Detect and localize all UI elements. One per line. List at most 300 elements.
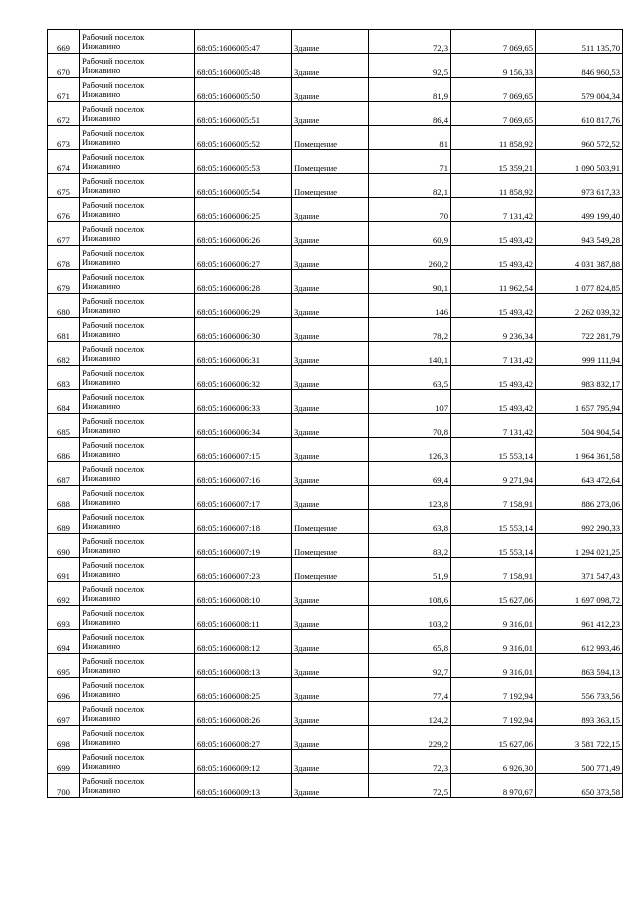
row-number-cell: 675 — [48, 174, 80, 198]
object-type-cell: Здание — [292, 702, 369, 726]
object-type-cell: Здание — [292, 414, 369, 438]
area-cell: 63,8 — [369, 510, 451, 534]
cadastral-value-cell: 1 077 824,85 — [536, 270, 623, 294]
cadastral-value-cell: 846 960,53 — [536, 54, 623, 78]
specific-value-cell: 15 493,42 — [451, 390, 536, 414]
area-cell: 90,1 — [369, 270, 451, 294]
cadastral-value-cell: 992 290,33 — [536, 510, 623, 534]
row-number-cell: 678 — [48, 246, 80, 270]
row-number-cell: 692 — [48, 582, 80, 606]
area-cell: 103,2 — [369, 606, 451, 630]
cadastral-number-cell: 68:05:1606008:27 — [195, 726, 292, 750]
table-row — [48, 174, 623, 198]
row-number-cell: 670 — [48, 54, 80, 78]
area-cell: 72,5 — [369, 774, 451, 798]
cadastral-number-cell: 68:05:1606005:53 — [195, 150, 292, 174]
locality-line-2: Инжавино — [82, 544, 121, 555]
cadastral-value-cell: 722 281,79 — [536, 318, 623, 342]
specific-value-cell: 11 858,92 — [451, 174, 536, 198]
table-body — [48, 30, 623, 798]
area-cell: 78,2 — [369, 318, 451, 342]
object-type-cell: Помещение — [292, 174, 369, 198]
table-row — [48, 510, 623, 534]
row-number-cell: 695 — [48, 654, 80, 678]
cadastral-number-cell: 68:05:1606006:26 — [195, 222, 292, 246]
table-row — [48, 558, 623, 582]
row-number-cell: 681 — [48, 318, 80, 342]
specific-value-cell: 9 271,94 — [451, 462, 536, 486]
locality-line-2: Инжавино — [82, 232, 121, 243]
row-number-cell: 676 — [48, 198, 80, 222]
object-type-cell: Здание — [292, 750, 369, 774]
object-type-cell: Помещение — [292, 150, 369, 174]
locality-cell — [80, 294, 195, 318]
locality-line-1: Рабочий поселок — [82, 583, 145, 594]
object-type-cell: Здание — [292, 342, 369, 366]
row-number-cell: 674 — [48, 150, 80, 174]
locality-line-2: Инжавино — [82, 376, 121, 387]
specific-value-cell: 15 493,42 — [451, 366, 536, 390]
locality-cell — [80, 678, 195, 702]
object-type-cell: Здание — [292, 678, 369, 702]
object-type-cell: Здание — [292, 462, 369, 486]
object-type-cell: Помещение — [292, 510, 369, 534]
specific-value-cell: 6 926,30 — [451, 750, 536, 774]
locality-line-2: Инжавино — [82, 184, 121, 195]
locality-cell — [80, 390, 195, 414]
cadastral-number-cell: 68:05:1606006:34 — [195, 414, 292, 438]
cadastral-number-cell: 68:05:1606005:48 — [195, 54, 292, 78]
locality-cell — [80, 246, 195, 270]
table-row — [48, 366, 623, 390]
cadastral-value-cell: 999 111,94 — [536, 342, 623, 366]
table-row — [48, 342, 623, 366]
cadastral-value-cell: 961 412,23 — [536, 606, 623, 630]
cadastral-number-cell: 68:05:1606006:32 — [195, 366, 292, 390]
locality-cell — [80, 558, 195, 582]
cadastral-value-cell: 1 964 361,58 — [536, 438, 623, 462]
table-row — [48, 630, 623, 654]
area-cell: 124,2 — [369, 702, 451, 726]
cadastral-number-cell: 68:05:1606006:29 — [195, 294, 292, 318]
locality-line-2: Инжавино — [82, 568, 121, 579]
object-type-cell: Здание — [292, 78, 369, 102]
locality-cell — [80, 78, 195, 102]
cadastral-number-cell: 68:05:1606009:12 — [195, 750, 292, 774]
locality-line-2: Инжавино — [82, 352, 121, 363]
locality-line-2: Инжавино — [82, 760, 121, 771]
specific-value-cell: 15 493,42 — [451, 246, 536, 270]
area-cell: 92,5 — [369, 54, 451, 78]
locality-line-1: Рабочий поселок — [82, 607, 145, 618]
table-row — [48, 534, 623, 558]
cadastral-number-cell: 68:05:1606006:30 — [195, 318, 292, 342]
locality-cell — [80, 174, 195, 198]
area-cell: 72,3 — [369, 750, 451, 774]
cadastral-value-cell: 556 733,56 — [536, 678, 623, 702]
row-number-cell: 696 — [48, 678, 80, 702]
object-type-cell: Помещение — [292, 558, 369, 582]
cadastral-value-cell: 886 273,06 — [536, 486, 623, 510]
area-cell: 108,6 — [369, 582, 451, 606]
area-cell: 63,5 — [369, 366, 451, 390]
locality-line-1: Рабочий поселок — [82, 151, 145, 162]
cadastral-value-cell: 371 547,43 — [536, 558, 623, 582]
cadastral-value-cell: 1 294 021,25 — [536, 534, 623, 558]
specific-value-cell: 9 316,01 — [451, 606, 536, 630]
row-number-cell: 693 — [48, 606, 80, 630]
locality-line-1: Рабочий поселок — [82, 463, 145, 474]
locality-line-1: Рабочий поселок — [82, 175, 145, 186]
specific-value-cell: 7 192,94 — [451, 678, 536, 702]
locality-line-2: Инжавино — [82, 160, 121, 171]
area-cell: 81 — [369, 126, 451, 150]
locality-line-1: Рабочий поселок — [82, 655, 145, 666]
cadastral-number-cell: 68:05:1606007:18 — [195, 510, 292, 534]
table-row — [48, 750, 623, 774]
locality-cell — [80, 414, 195, 438]
area-cell: 82,1 — [369, 174, 451, 198]
specific-value-cell: 7 131,42 — [451, 414, 536, 438]
locality-cell — [80, 222, 195, 246]
cadastral-value-cell: 579 004,34 — [536, 78, 623, 102]
locality-cell — [80, 366, 195, 390]
locality-line-1: Рабочий поселок — [82, 679, 145, 690]
locality-line-2: Инжавино — [82, 112, 121, 123]
locality-line-2: Инжавино — [82, 208, 121, 219]
cadastral-number-cell: 68:05:1606008:12 — [195, 630, 292, 654]
locality-cell — [80, 102, 195, 126]
object-type-cell: Здание — [292, 654, 369, 678]
specific-value-cell: 7 131,42 — [451, 198, 536, 222]
locality-cell — [80, 30, 195, 54]
object-type-cell: Здание — [292, 438, 369, 462]
row-number-cell: 686 — [48, 438, 80, 462]
cadastral-number-cell: 68:05:1606006:33 — [195, 390, 292, 414]
locality-line-1: Рабочий поселок — [82, 727, 145, 738]
cadastral-number-cell: 68:05:1606006:31 — [195, 342, 292, 366]
area-cell: 65,8 — [369, 630, 451, 654]
specific-value-cell: 15 493,42 — [451, 294, 536, 318]
cadastral-number-cell: 68:05:1606005:51 — [195, 102, 292, 126]
cadastral-number-cell: 68:05:1606005:47 — [195, 30, 292, 54]
area-cell: 51,9 — [369, 558, 451, 582]
locality-line-2: Инжавино — [82, 136, 121, 147]
cadastral-number-cell: 68:05:1606008:13 — [195, 654, 292, 678]
cadastral-value-cell: 983 832,17 — [536, 366, 623, 390]
locality-line-2: Инжавино — [82, 472, 121, 483]
row-number-cell: 689 — [48, 510, 80, 534]
specific-value-cell: 7 069,65 — [451, 102, 536, 126]
locality-line-1: Рабочий поселок — [82, 295, 145, 306]
table-row — [48, 126, 623, 150]
area-cell: 77,4 — [369, 678, 451, 702]
row-number-cell: 699 — [48, 750, 80, 774]
locality-line-2: Инжавино — [82, 400, 121, 411]
specific-value-cell: 9 316,01 — [451, 630, 536, 654]
locality-cell — [80, 150, 195, 174]
object-type-cell: Здание — [292, 54, 369, 78]
table-row — [48, 246, 623, 270]
locality-line-2: Инжавино — [82, 664, 121, 675]
cadastral-number-cell: 68:05:1606006:25 — [195, 198, 292, 222]
object-type-cell: Здание — [292, 246, 369, 270]
cadastral-value-cell: 893 363,15 — [536, 702, 623, 726]
cadastral-number-cell: 68:05:1606007:23 — [195, 558, 292, 582]
cadastral-number-cell: 68:05:1606008:11 — [195, 606, 292, 630]
locality-cell — [80, 510, 195, 534]
locality-line-2: Инжавино — [82, 520, 121, 531]
specific-value-cell: 15 493,42 — [451, 222, 536, 246]
row-number-cell: 688 — [48, 486, 80, 510]
table-row — [48, 318, 623, 342]
row-number-cell: 682 — [48, 342, 80, 366]
locality-line-1: Рабочий поселок — [82, 535, 145, 546]
cadastral-number-cell: 68:05:1606007:17 — [195, 486, 292, 510]
locality-line-2: Инжавино — [82, 256, 121, 267]
area-cell: 229,2 — [369, 726, 451, 750]
locality-cell — [80, 582, 195, 606]
locality-line-2: Инжавино — [82, 688, 121, 699]
locality-line-1: Рабочий поселок — [82, 415, 145, 426]
area-cell: 123,8 — [369, 486, 451, 510]
locality-cell — [80, 270, 195, 294]
locality-cell — [80, 774, 195, 798]
object-type-cell: Здание — [292, 630, 369, 654]
area-cell: 69,4 — [369, 462, 451, 486]
cadastral-number-cell: 68:05:1606005:52 — [195, 126, 292, 150]
cadastral-value-cell: 973 617,33 — [536, 174, 623, 198]
table-row — [48, 150, 623, 174]
locality-cell — [80, 126, 195, 150]
locality-line-1: Рабочий поселок — [82, 559, 145, 570]
cadastral-number-cell: 68:05:1606006:28 — [195, 270, 292, 294]
specific-value-cell: 7 158,91 — [451, 558, 536, 582]
row-number-cell: 700 — [48, 774, 80, 798]
table-row — [48, 54, 623, 78]
table-row — [48, 414, 623, 438]
area-cell: 86,4 — [369, 102, 451, 126]
locality-line-2: Инжавино — [82, 40, 121, 51]
cadastral-value-cell: 504 904,54 — [536, 414, 623, 438]
locality-line-2: Инжавино — [82, 88, 121, 99]
specific-value-cell: 9 316,01 — [451, 654, 536, 678]
table-row — [48, 606, 623, 630]
table-row — [48, 30, 623, 54]
cadastral-number-cell: 68:05:1606007:15 — [195, 438, 292, 462]
object-type-cell: Здание — [292, 222, 369, 246]
locality-line-1: Рабочий поселок — [82, 367, 145, 378]
locality-cell — [80, 342, 195, 366]
locality-line-1: Рабочий поселок — [82, 271, 145, 282]
table-row — [48, 78, 623, 102]
specific-value-cell: 15 553,14 — [451, 438, 536, 462]
object-type-cell: Здание — [292, 318, 369, 342]
area-cell: 70,8 — [369, 414, 451, 438]
specific-value-cell: 15 553,14 — [451, 534, 536, 558]
cadastral-value-cell: 499 199,40 — [536, 198, 623, 222]
cadastral-number-cell: 68:05:1606006:27 — [195, 246, 292, 270]
locality-line-1: Рабочий поселок — [82, 511, 145, 522]
object-type-cell: Здание — [292, 30, 369, 54]
locality-line-2: Инжавино — [82, 304, 121, 315]
row-number-cell: 698 — [48, 726, 80, 750]
area-cell: 146 — [369, 294, 451, 318]
locality-line-1: Рабочий поселок — [82, 439, 145, 450]
locality-cell — [80, 462, 195, 486]
row-number-cell: 684 — [48, 390, 80, 414]
area-cell: 107 — [369, 390, 451, 414]
area-cell: 60,9 — [369, 222, 451, 246]
cadastral-number-cell: 68:05:1606008:26 — [195, 702, 292, 726]
specific-value-cell: 15 553,14 — [451, 510, 536, 534]
locality-cell — [80, 750, 195, 774]
table-row — [48, 270, 623, 294]
specific-value-cell: 15 359,21 — [451, 150, 536, 174]
area-cell: 92,7 — [369, 654, 451, 678]
object-type-cell: Здание — [292, 198, 369, 222]
row-number-cell: 694 — [48, 630, 80, 654]
area-cell: 260,2 — [369, 246, 451, 270]
cadastral-value-cell: 4 031 387,88 — [536, 246, 623, 270]
locality-line-2: Инжавино — [82, 712, 121, 723]
locality-cell — [80, 318, 195, 342]
locality-line-1: Рабочий поселок — [82, 631, 145, 642]
locality-line-1: Рабочий поселок — [82, 751, 145, 762]
object-type-cell: Помещение — [292, 126, 369, 150]
cadastral-number-cell: 68:05:1606008:25 — [195, 678, 292, 702]
locality-line-2: Инжавино — [82, 616, 121, 627]
area-cell: 83,2 — [369, 534, 451, 558]
row-number-cell: 691 — [48, 558, 80, 582]
cadastral-value-cell: 1 657 795,94 — [536, 390, 623, 414]
locality-line-1: Рабочий поселок — [82, 55, 145, 66]
locality-line-1: Рабочий поселок — [82, 391, 145, 402]
specific-value-cell: 15 627,06 — [451, 582, 536, 606]
specific-value-cell: 7 158,91 — [451, 486, 536, 510]
specific-value-cell: 7 069,65 — [451, 30, 536, 54]
locality-cell — [80, 726, 195, 750]
locality-cell — [80, 54, 195, 78]
specific-value-cell: 15 627,06 — [451, 726, 536, 750]
area-cell: 81,9 — [369, 78, 451, 102]
locality-line-1: Рабочий поселок — [82, 247, 145, 258]
object-type-cell: Здание — [292, 486, 369, 510]
row-number-cell: 673 — [48, 126, 80, 150]
row-number-cell: 697 — [48, 702, 80, 726]
object-type-cell: Здание — [292, 582, 369, 606]
locality-cell — [80, 534, 195, 558]
specific-value-cell: 11 858,92 — [451, 126, 536, 150]
locality-cell — [80, 702, 195, 726]
object-type-cell: Здание — [292, 774, 369, 798]
locality-line-2: Инжавино — [82, 328, 121, 339]
row-number-cell: 687 — [48, 462, 80, 486]
area-cell: 72,3 — [369, 30, 451, 54]
object-type-cell: Помещение — [292, 534, 369, 558]
table-row — [48, 678, 623, 702]
cadastral-number-cell: 68:05:1606005:54 — [195, 174, 292, 198]
specific-value-cell: 9 236,34 — [451, 318, 536, 342]
object-type-cell: Здание — [292, 102, 369, 126]
object-type-cell: Здание — [292, 270, 369, 294]
locality-line-1: Рабочий поселок — [82, 127, 145, 138]
row-number-cell: 683 — [48, 366, 80, 390]
cadastral-value-cell: 643 472,64 — [536, 462, 623, 486]
table-row — [48, 462, 623, 486]
table-row — [48, 654, 623, 678]
locality-line-2: Инжавино — [82, 640, 121, 651]
object-type-cell: Здание — [292, 390, 369, 414]
cadastral-number-cell: 68:05:1606005:50 — [195, 78, 292, 102]
locality-line-1: Рабочий поселок — [82, 199, 145, 210]
locality-line-1: Рабочий поселок — [82, 319, 145, 330]
row-number-cell: 669 — [48, 30, 80, 54]
locality-line-2: Инжавино — [82, 496, 121, 507]
table-row — [48, 198, 623, 222]
object-type-cell: Здание — [292, 366, 369, 390]
specific-value-cell: 7 131,42 — [451, 342, 536, 366]
cadastral-value-table — [47, 29, 623, 798]
table-row — [48, 438, 623, 462]
table-row — [48, 486, 623, 510]
locality-line-2: Инжавино — [82, 592, 121, 603]
cadastral-value-cell: 1 090 503,91 — [536, 150, 623, 174]
row-number-cell: 690 — [48, 534, 80, 558]
cadastral-value-cell: 2 262 039,32 — [536, 294, 623, 318]
cadastral-number-cell: 68:05:1606009:13 — [195, 774, 292, 798]
object-type-cell: Здание — [292, 606, 369, 630]
specific-value-cell: 7 069,65 — [451, 78, 536, 102]
table-row — [48, 582, 623, 606]
locality-line-2: Инжавино — [82, 424, 121, 435]
cadastral-value-cell: 610 817,76 — [536, 102, 623, 126]
locality-line-1: Рабочий поселок — [82, 775, 145, 786]
cadastral-value-cell: 863 594,13 — [536, 654, 623, 678]
row-number-cell: 672 — [48, 102, 80, 126]
cadastral-number-cell: 68:05:1606008:10 — [195, 582, 292, 606]
row-number-cell: 679 — [48, 270, 80, 294]
locality-cell — [80, 198, 195, 222]
row-number-cell: 677 — [48, 222, 80, 246]
cadastral-value-cell: 511 135,70 — [536, 30, 623, 54]
cadastral-value-cell: 650 373,58 — [536, 774, 623, 798]
locality-cell — [80, 438, 195, 462]
locality-cell — [80, 654, 195, 678]
area-cell: 140,1 — [369, 342, 451, 366]
locality-line-1: Рабочий поселок — [82, 487, 145, 498]
locality-line-1: Рабочий поселок — [82, 79, 145, 90]
cadastral-number-cell: 68:05:1606007:16 — [195, 462, 292, 486]
locality-line-2: Инжавино — [82, 280, 121, 291]
locality-line-1: Рабочий поселок — [82, 343, 145, 354]
table-row — [48, 390, 623, 414]
specific-value-cell: 7 192,94 — [451, 702, 536, 726]
row-number-cell: 680 — [48, 294, 80, 318]
specific-value-cell: 11 962,54 — [451, 270, 536, 294]
row-number-cell: 671 — [48, 78, 80, 102]
cadastral-value-cell: 960 572,52 — [536, 126, 623, 150]
table-row — [48, 222, 623, 246]
locality-line-2: Инжавино — [82, 736, 121, 747]
locality-line-1: Рабочий поселок — [82, 31, 145, 42]
area-cell: 70 — [369, 198, 451, 222]
table-row — [48, 294, 623, 318]
cadastral-value-cell: 943 549,28 — [536, 222, 623, 246]
table-row — [48, 102, 623, 126]
locality-line-1: Рабочий поселок — [82, 223, 145, 234]
object-type-cell: Здание — [292, 294, 369, 318]
